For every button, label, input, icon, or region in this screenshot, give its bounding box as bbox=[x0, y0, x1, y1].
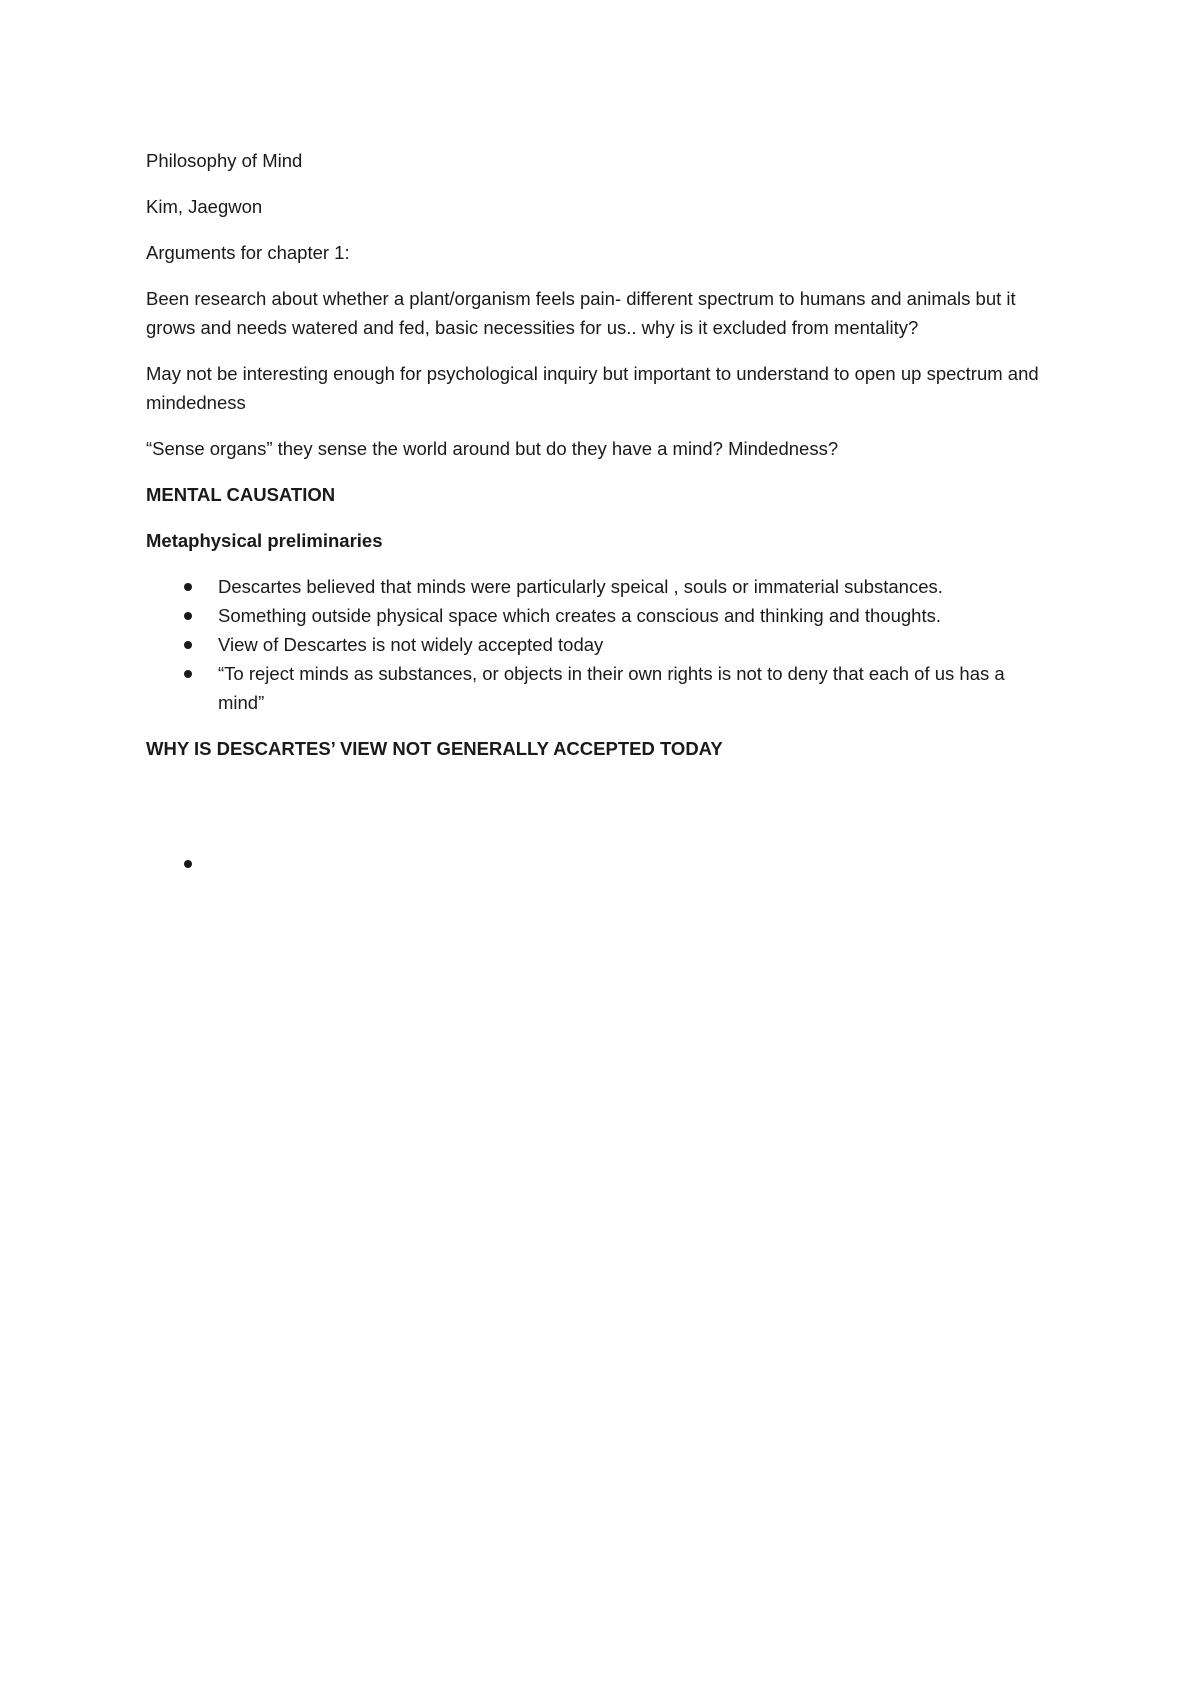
bullet-icon bbox=[184, 612, 192, 620]
empty-list-item bbox=[184, 860, 192, 868]
author-name: Kim, Jaegwon bbox=[146, 196, 263, 217]
document-body bbox=[146, 146, 1046, 780]
paragraph-plant-pain: Been research about whether a plant/organism feels pain- different spectrum to humans and animals but it grows and needs watered and fed, basic necessities for us.. why is it excluded from mentality? bbox=[146, 288, 1016, 338]
subsection-heading-metaphysical-preliminaries: Metaphysical preliminaries bbox=[146, 530, 383, 551]
section-heading-mental-causation: MENTAL CAUSATION bbox=[146, 484, 336, 505]
list-item-text: Descartes believed that minds were particularly speical , souls or immaterial substances. bbox=[218, 576, 943, 597]
section-heading-why-descartes: WHY IS DESCARTES’ VIEW NOT GENERALLY ACCEPTED TODAY bbox=[146, 738, 723, 759]
list-item bbox=[146, 630, 1046, 659]
list-item-text: “To reject minds as substances, or objects in their own rights is not to deny that each of us has a mind” bbox=[218, 663, 1005, 713]
list-item bbox=[146, 601, 1046, 630]
chapter-heading: Arguments for chapter 1: bbox=[146, 242, 350, 263]
list-item bbox=[146, 572, 1046, 601]
bullet-list bbox=[146, 572, 1046, 717]
list-item bbox=[146, 659, 1046, 717]
list-item-text: View of Descartes is not widely accepted today bbox=[218, 634, 604, 655]
paragraph-sense-organs: “Sense organs” they sense the world around but do they have a mind? Mindedness? bbox=[146, 438, 839, 459]
paragraph-psychological-inquiry: May not be interesting enough for psychological inquiry but important to understand to open up spectrum and mindedness bbox=[146, 363, 1039, 413]
document-title: Philosophy of Mind bbox=[146, 150, 303, 171]
bullet-icon bbox=[184, 860, 192, 868]
list-item-text: Something outside physical space which creates a conscious and thinking and thoughts. bbox=[218, 605, 941, 626]
bullet-icon bbox=[184, 641, 192, 649]
bullet-icon bbox=[184, 583, 192, 591]
bullet-icon bbox=[184, 670, 192, 678]
